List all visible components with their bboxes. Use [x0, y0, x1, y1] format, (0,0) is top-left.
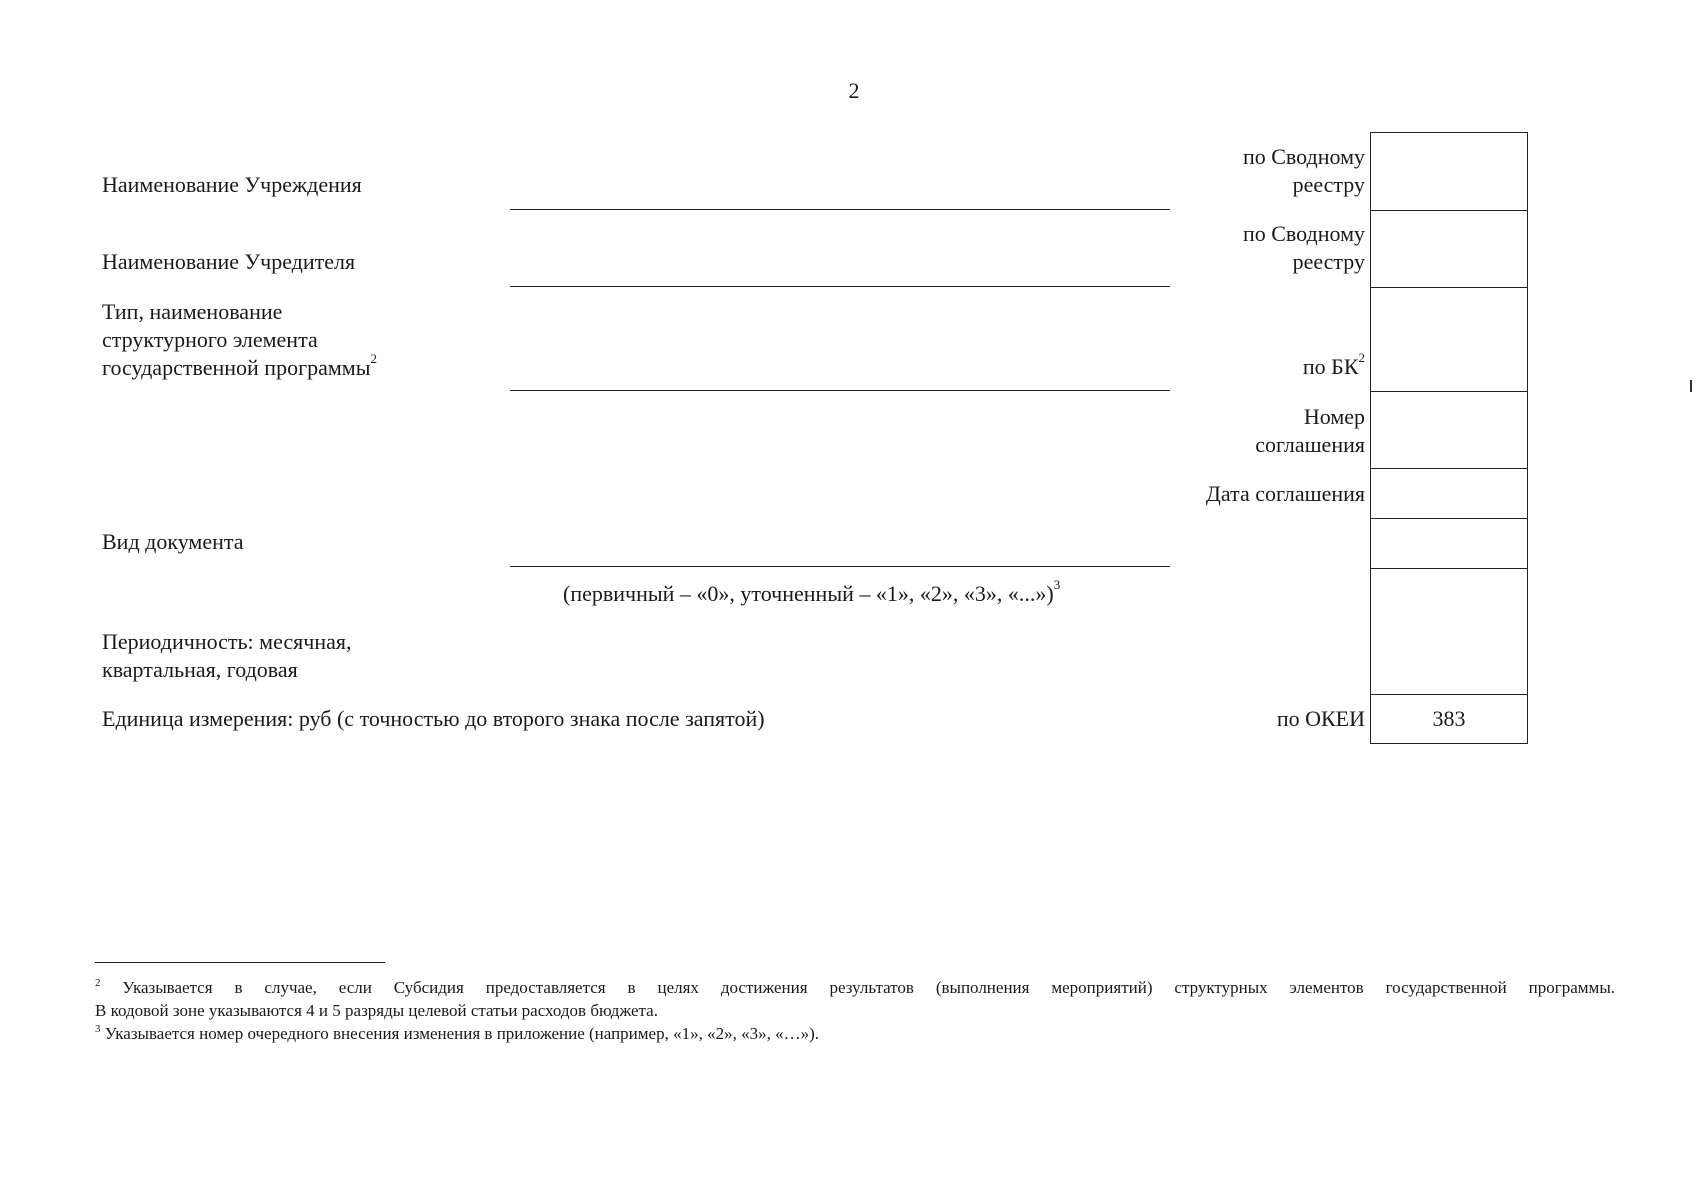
scan-edge-mark: [1690, 380, 1692, 392]
doc-type-hint: (первичный – «0», уточненный – «1», «2», «3», «...»)$^3$: [563, 577, 1061, 606]
okei-code-cell: [1371, 695, 1527, 742]
okei-code-label: по ОКЕИ: [1276, 706, 1365, 731]
footnote-3: $^3$ Указывается номер очередного внесения изменения в приложение (например, «1», «2», «3», «…»).: [95, 1023, 819, 1043]
founder-code-label: по Сводному реестру: [1242, 221, 1365, 274]
doc-type-label: Вид документа: [102, 529, 244, 554]
periodicity-code-cell[interactable]: [1371, 569, 1527, 695]
agreement-date-cell[interactable]: [1371, 469, 1527, 519]
agreement-number-cell[interactable]: [1371, 392, 1527, 469]
code-zone: [1370, 132, 1528, 744]
program-name-field[interactable]: [510, 390, 1170, 391]
doc-type-code-cell[interactable]: [1371, 519, 1527, 569]
founder-name-field[interactable]: [510, 286, 1170, 287]
periodicity-label-line2: квартальная, годовая: [102, 657, 298, 682]
doc-type-footnote-ref: 3: [1053, 577, 1061, 592]
agreement-number-label: Номер соглашения: [1255, 404, 1365, 457]
okei-code-value: 383: [1432, 705, 1466, 731]
program-label-footnote-ref: 2: [370, 351, 377, 366]
agreement-date-label: Дата соглашения: [1205, 481, 1365, 506]
institution-code-label: по Сводному реестру: [1242, 144, 1365, 197]
program-label: [102, 298, 377, 382]
institution-name-field[interactable]: [510, 209, 1170, 210]
program-label-line3: государственной программы$^2$: [102, 351, 377, 380]
doc-type-field[interactable]: [510, 566, 1170, 567]
footnote-2-marker: 2: [95, 977, 101, 989]
bk-code-cell[interactable]: [1371, 288, 1527, 392]
periodicity-label: [102, 628, 352, 684]
founder-registry-code-cell[interactable]: [1371, 211, 1527, 288]
bk-footnote-ref: 2: [1358, 350, 1365, 365]
page-number: 2: [848, 78, 860, 103]
unit-label: Единица измерения: руб (с точностью до второго знака после запятой): [102, 706, 765, 731]
footnote-3-marker: 3: [95, 1023, 101, 1035]
footnote-2-line1: $^2$ Указывается в случае, если Субсидия предоставляется в целях достижения результатов (выполнения мероприятий) структурных элементов государственной программы.: [95, 977, 1615, 997]
institution-registry-code-cell[interactable]: [1371, 133, 1527, 211]
footnote-2-line2: В кодовой зоне указываются 4 и 5 разряды целевой статьи расходов бюджета.: [95, 1001, 658, 1020]
program-label-line1: Тип, наименование: [102, 299, 283, 324]
founder-label: Наименование Учредителя: [102, 249, 356, 274]
footnote-separator: [95, 962, 385, 963]
bk-code-label: по $БК^2$: [1302, 350, 1365, 379]
institution-label: Наименование Учреждения: [102, 172, 362, 197]
program-label-line2: структурного элемента: [102, 327, 318, 352]
periodicity-label-line1: Периодичность: месячная,: [102, 629, 352, 654]
